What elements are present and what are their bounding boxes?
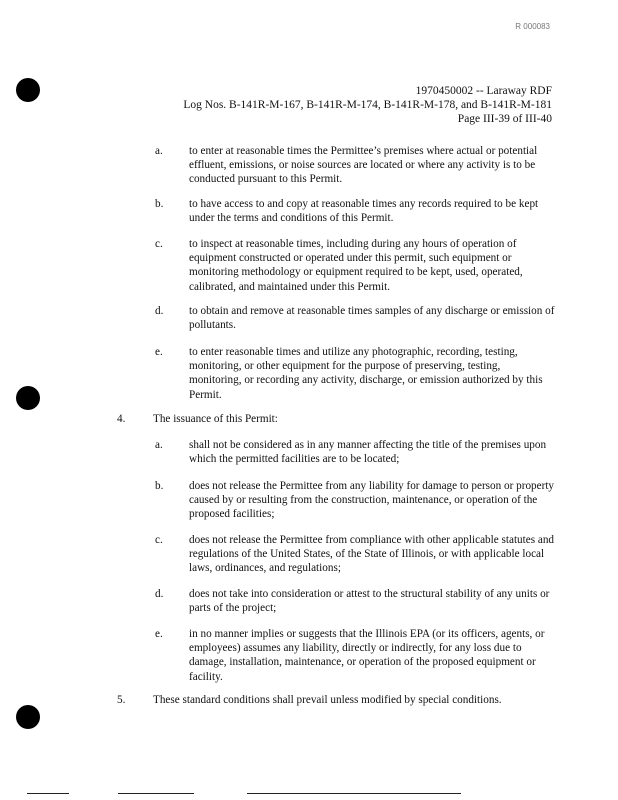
footer-rule bbox=[27, 793, 69, 794]
header-permit-line: 1970450002 -- Laraway RDF bbox=[415, 85, 552, 97]
item-label: b. bbox=[155, 198, 164, 210]
item-text: in no manner implies or suggests that the Illinois EPA (or its officers, agents, or employees) assumes any liability, directly or indirectly, for any loss due to damage, installation, maintenance, or operation of the proposed equipment or facility. bbox=[189, 628, 545, 683]
punch-hole bbox=[16, 705, 40, 729]
item-label: d. bbox=[155, 588, 164, 600]
item-text: to have access to and copy at reasonable times any records required to be kept under the terms and conditions of this Permit. bbox=[189, 198, 539, 225]
header-log-numbers: Log Nos. B-141R-M-167, B-141R-M-174, B-141R-M-178, and B-141R-M-181 bbox=[183, 99, 552, 111]
item-label: d. bbox=[155, 305, 164, 317]
item-label: e. bbox=[155, 628, 163, 640]
item-label: c. bbox=[155, 238, 163, 250]
item-text: to enter at reasonable times the Permittee’s premises where actual or potential effluent, emissions, or noise sources are located or where any activity is to be conducted pursuant to this Permit. bbox=[189, 145, 538, 186]
section-text: These standard conditions shall prevail unless modified by special conditions. bbox=[153, 694, 502, 706]
item-text: to inspect at reasonable times, including during any hours of operation of equipment constructed or operated under this permit, such equipment or monitoring methodology or equipment required to be kept, used, operated, calibrated, and maintained under this Permit. bbox=[189, 238, 523, 293]
item-label: a. bbox=[155, 145, 163, 157]
section-number: 4. bbox=[117, 413, 126, 425]
footer-rule bbox=[247, 793, 461, 794]
item-label: e. bbox=[155, 346, 163, 358]
item-text: does not release the Permittee from compliance with other applicable statutes and regulations of the United States, of the State of Illinois, or with applicable local laws, ordinances, and regulations; bbox=[189, 534, 555, 575]
section-text: The issuance of this Permit: bbox=[153, 413, 278, 425]
header-page-number: Page III-39 of III-40 bbox=[457, 113, 552, 125]
item-text: to enter reasonable times and utilize any photographic, recording, testing, monitoring, or other equipment for the purpose of preserving, testing, monitoring, or recording any activity, discharge, or emission authorized by this Permit. bbox=[189, 346, 543, 401]
item-text: shall not be considered as in any manner affecting the title of the premises upon which the permitted facilities are to be located; bbox=[189, 439, 547, 466]
item-label: b. bbox=[155, 480, 164, 492]
item-text: does not release the Permittee from any liability for damage to person or property caused by or resulting from the construction, maintenance, or operation of the proposed facilities; bbox=[189, 480, 555, 521]
bates-stamp: R 000083 bbox=[515, 22, 550, 31]
punch-hole bbox=[16, 386, 40, 410]
section-number: 5. bbox=[117, 694, 126, 706]
item-text: does not take into consideration or attest to the structural stability of any units or parts of the project; bbox=[189, 588, 550, 615]
page-header bbox=[183, 84, 552, 126]
footer-rule bbox=[118, 793, 194, 794]
item-label: a. bbox=[155, 439, 163, 451]
item-label: c. bbox=[155, 534, 163, 546]
punch-hole bbox=[16, 78, 40, 102]
item-text: to obtain and remove at reasonable times samples of any discharge or emission of pollutants. bbox=[189, 305, 555, 332]
